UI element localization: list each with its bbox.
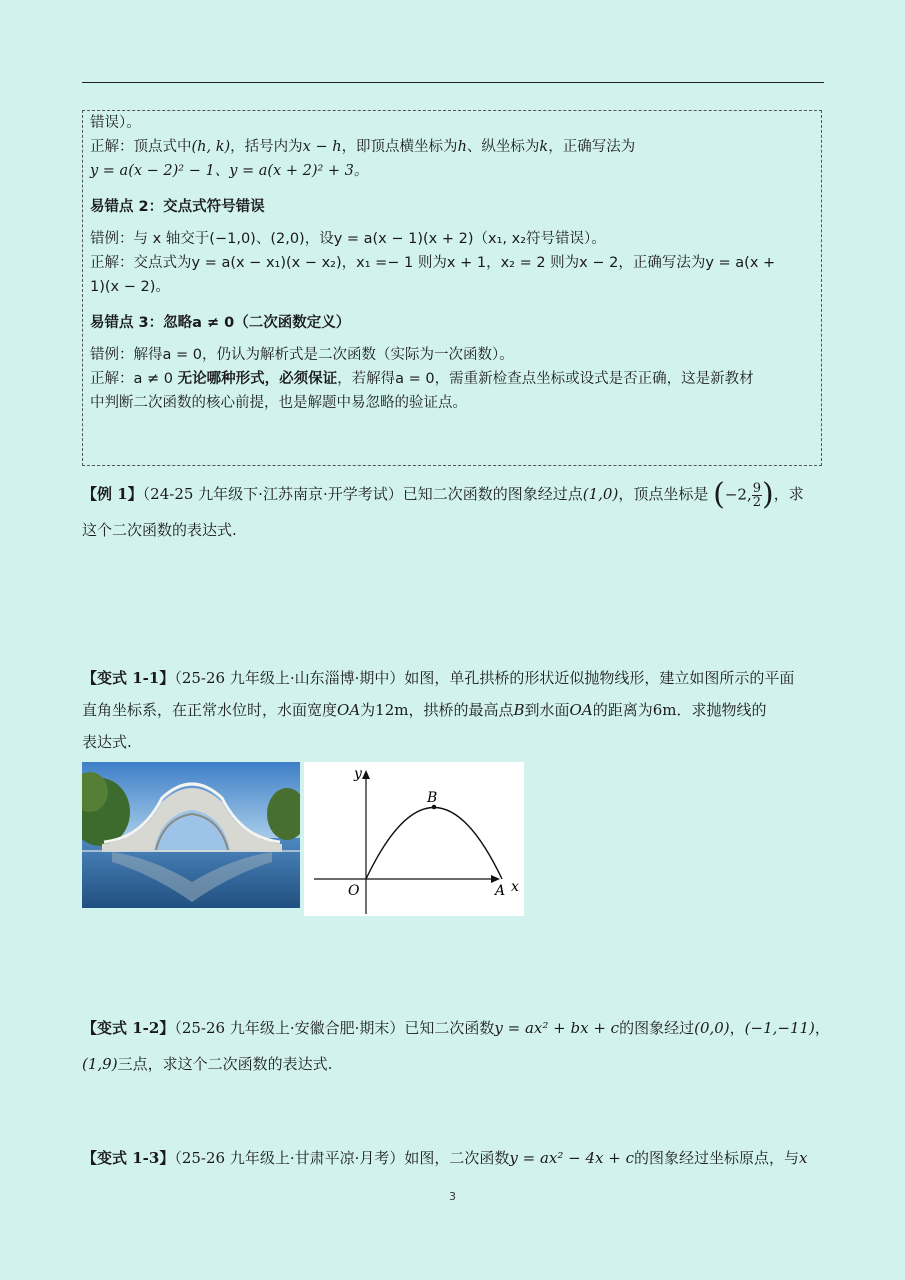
parabola-graph (304, 762, 524, 916)
variant-1-2-tag: 【变式 1-2】 (82, 1019, 175, 1037)
x-axis-label: x (511, 879, 519, 895)
error-point-2-example: 错例：与 x 轴交于(−1,0)、(2,0)，设y = a(x − 1)(x + 2)（x₁, x₂符号错误）。 (90, 231, 606, 247)
note-line-0: 错误）。 (90, 115, 141, 131)
example-1: 【例 1】（24-25 九年级下·江苏南京·开学考试）已知二次函数的图象经过点(1,0)，顶点坐标是 (−2, $\frac{9}{2}$ )，求 这个二次函数的表达式. (82, 476, 824, 546)
x-axis-arrow (491, 875, 500, 883)
error-point-3-example: 错例：解得a = 0，仍认为解析式是二次函数（实际为一次函数）。 (90, 347, 514, 363)
note-line-2: y = a(x − 2)² − 1、y = a(x + 2)² + 3。 (90, 163, 369, 179)
parabola-curve (366, 808, 502, 880)
example-1-tag: 【例 1】 (82, 485, 143, 503)
bridge-photo (82, 762, 300, 908)
example-1-line-2: 这个二次函数的表达式. (82, 521, 237, 539)
origin-label: O (348, 883, 360, 899)
point-b-label: B (427, 790, 438, 806)
y-axis-arrow (362, 770, 370, 779)
error-point-2-heading: 易错点 2：交点式符号错误 (90, 199, 265, 215)
y-axis-label: y (354, 766, 362, 782)
variant-1-3: 【变式 1-3】（25-26 九年级上·甘肃平凉·月考）如图，二次函数y = ax² − 4x + c的图象经过坐标原点，与x (82, 1149, 808, 1167)
error-point-2-fix-a: 正解：交点式为y = a(x − x₁)(x − x₂)，x₁ =− 1 则为x + 1，x₂ = 2 则为x − 2，正确写法为y = a(x + (90, 255, 776, 271)
header-rule (82, 82, 824, 83)
page-number: 3 (449, 1190, 456, 1203)
variant-1-2: 【变式 1-2】（25-26 九年级上·安徽合肥·期末）已知二次函数y = ax² + bx + c的图象经过(0,0)，(−1,−11)， (1,9)三点，求这个二次函数的表达式. (82, 1019, 830, 1073)
error-point-3-fix-b: 中判断二次函数的核心前提，也是解题中易忽略的验证点。 (90, 395, 467, 411)
vertex-coordinate: (−2, $\frac{9}{2}$ ) (713, 477, 774, 512)
error-point-3-fix-a: 正解：a ≠ 0 无论哪种形式，必须保证，若解得a = 0，需重新检查点坐标或设式是否正确，这是新教材 (90, 371, 754, 387)
error-point-3-heading: 易错点 3：忽略a ≠ 0（二次函数定义） (90, 315, 351, 331)
note-line-1: 正解：顶点式中(h, k)，括号内为x − h，即顶点横坐标为h、纵坐标为k，正确写法为 (90, 139, 636, 155)
point-a-label: A (495, 883, 506, 899)
bridge-figure (82, 762, 524, 916)
variant-1-3-tag: 【变式 1-3】 (82, 1149, 175, 1167)
error-notes-box (82, 110, 822, 466)
error-point-2-fix-b: 1)(x − 2)。 (90, 279, 170, 295)
variant-1-1: 【变式 1-1】（25-26 九年级上·山东淄博·期中）如图，单孔拱桥的形状近似抛物线形，建立如图所示的平面 直角坐标系，在正常水位时，水面宽度OA为12m，拱桥的最高点B到水面OA的距离为6m．求抛物线的 表达式. (82, 669, 795, 751)
variant-1-1-tag: 【变式 1-1】 (82, 669, 175, 687)
